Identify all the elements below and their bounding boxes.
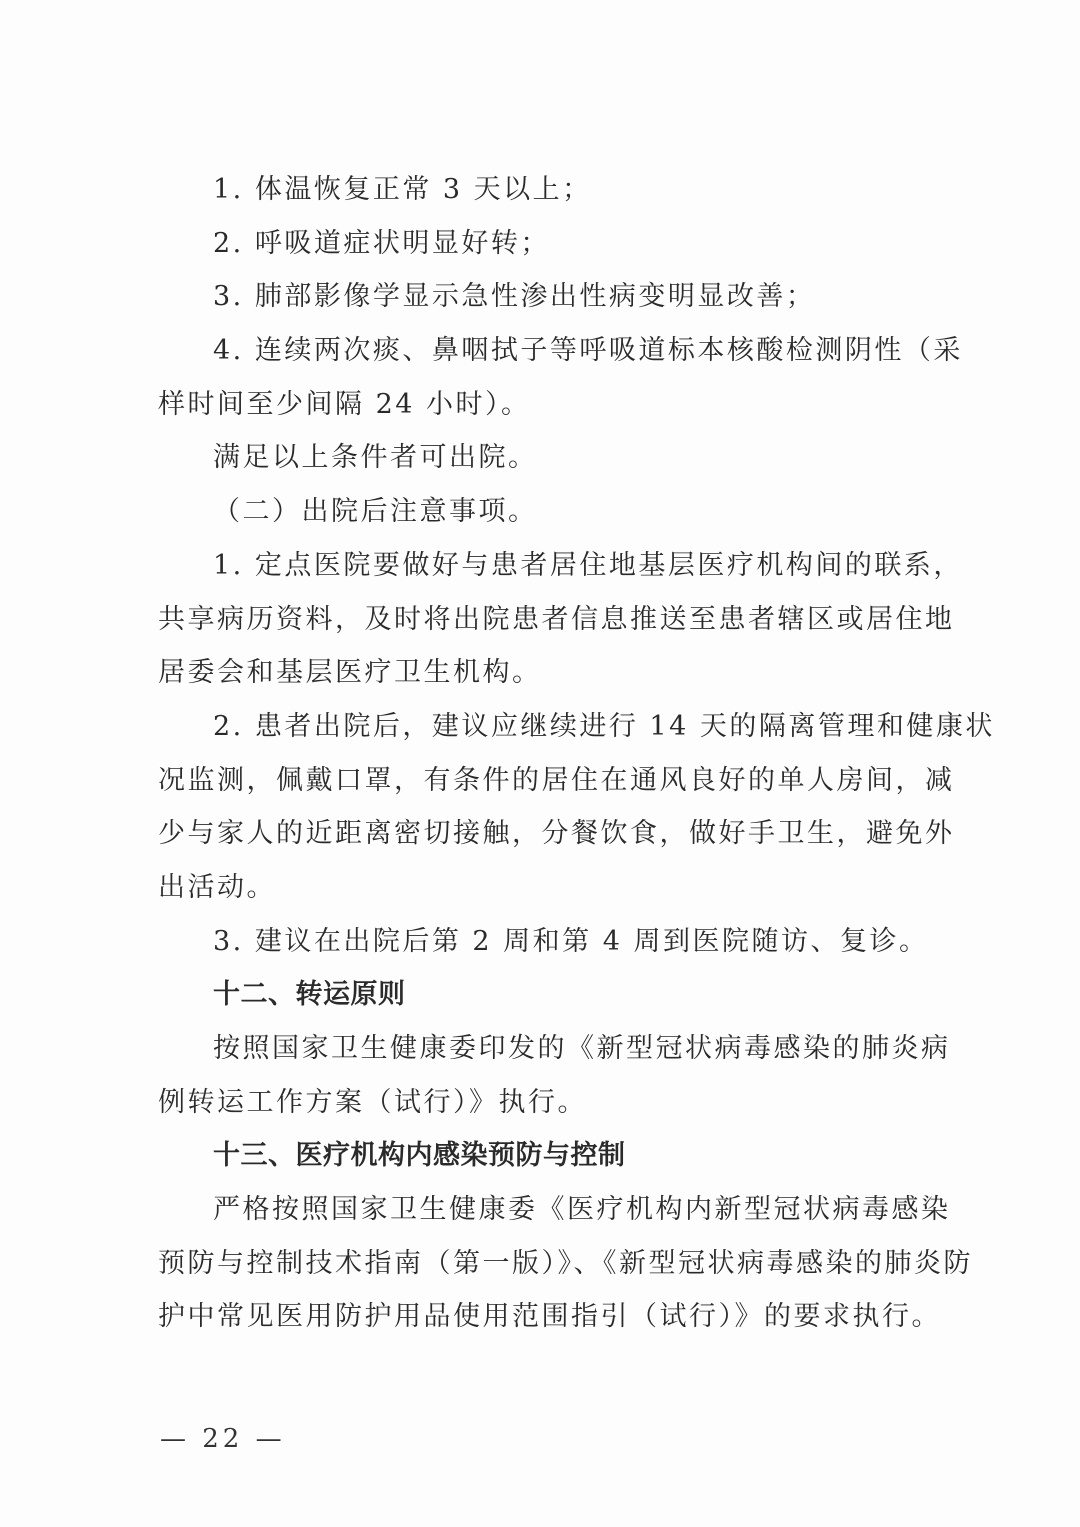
text-line: 样时间至少间隔 24 小时）。 bbox=[158, 388, 531, 420]
text-line: 共享病历资料，及时将出院患者信息推送至患者辖区或居住地 bbox=[158, 603, 955, 635]
text-line: 2. 患者出院后，建议应继续进行 14 天的隔离管理和健康状 bbox=[213, 710, 995, 742]
text-line: （二）出院后注意事项。 bbox=[213, 496, 538, 528]
text-line: 护中常见医用防护用品使用范围指引（试行）》的要求执行。 bbox=[158, 1301, 941, 1333]
text-line: 出活动。 bbox=[158, 871, 276, 903]
text-line: 少与家人的近距离密切接触，分餐饮食，做好手卫生，避免外 bbox=[158, 818, 955, 850]
text-line: 4. 连续两次痰、鼻咽拭子等呼吸道标本核酸检测阴性（采 bbox=[213, 335, 963, 367]
text-line: 满足以上条件者可出院。 bbox=[213, 442, 538, 474]
text-line: 1. 定点医院要做好与患者居住地基层医疗机构间的联系， bbox=[213, 549, 963, 581]
text-line: 况监测，佩戴口罩，有条件的居住在通风良好的单人房间，减 bbox=[158, 764, 955, 796]
text-line: 预防与控制技术指南（第一版）》、《新型冠状病毒感染的肺炎防 bbox=[158, 1247, 973, 1279]
text-line: 严格按照国家卫生健康委《医疗机构内新型冠状病毒感染 bbox=[213, 1194, 951, 1226]
page-number: — 22 — bbox=[160, 1424, 286, 1454]
document-body bbox=[158, 163, 995, 1344]
text-line: 1. 体温恢复正常 3 天以上； bbox=[213, 174, 592, 205]
text-line: 3. 建议在出院后第 2 周和第 4 周到医院随访、复诊。 bbox=[213, 925, 929, 957]
text-line: 按照国家卫生健康委印发的《新型冠状病毒感染的肺炎病 bbox=[213, 1033, 951, 1064]
section-heading: 十二、转运原则 bbox=[213, 979, 406, 1011]
text-line: 居委会和基层医疗卫生机构。 bbox=[158, 657, 542, 689]
section-heading: 十三、医疗机构内感染预防与控制 bbox=[213, 1140, 626, 1172]
text-line: 3. 肺部影像学显示急性渗出性病变明显改善； bbox=[213, 281, 816, 313]
text-line: 例转运工作方案（试行）》执行。 bbox=[158, 1086, 587, 1118]
text-line: 2. 呼吸道症状明显好转； bbox=[213, 227, 550, 259]
